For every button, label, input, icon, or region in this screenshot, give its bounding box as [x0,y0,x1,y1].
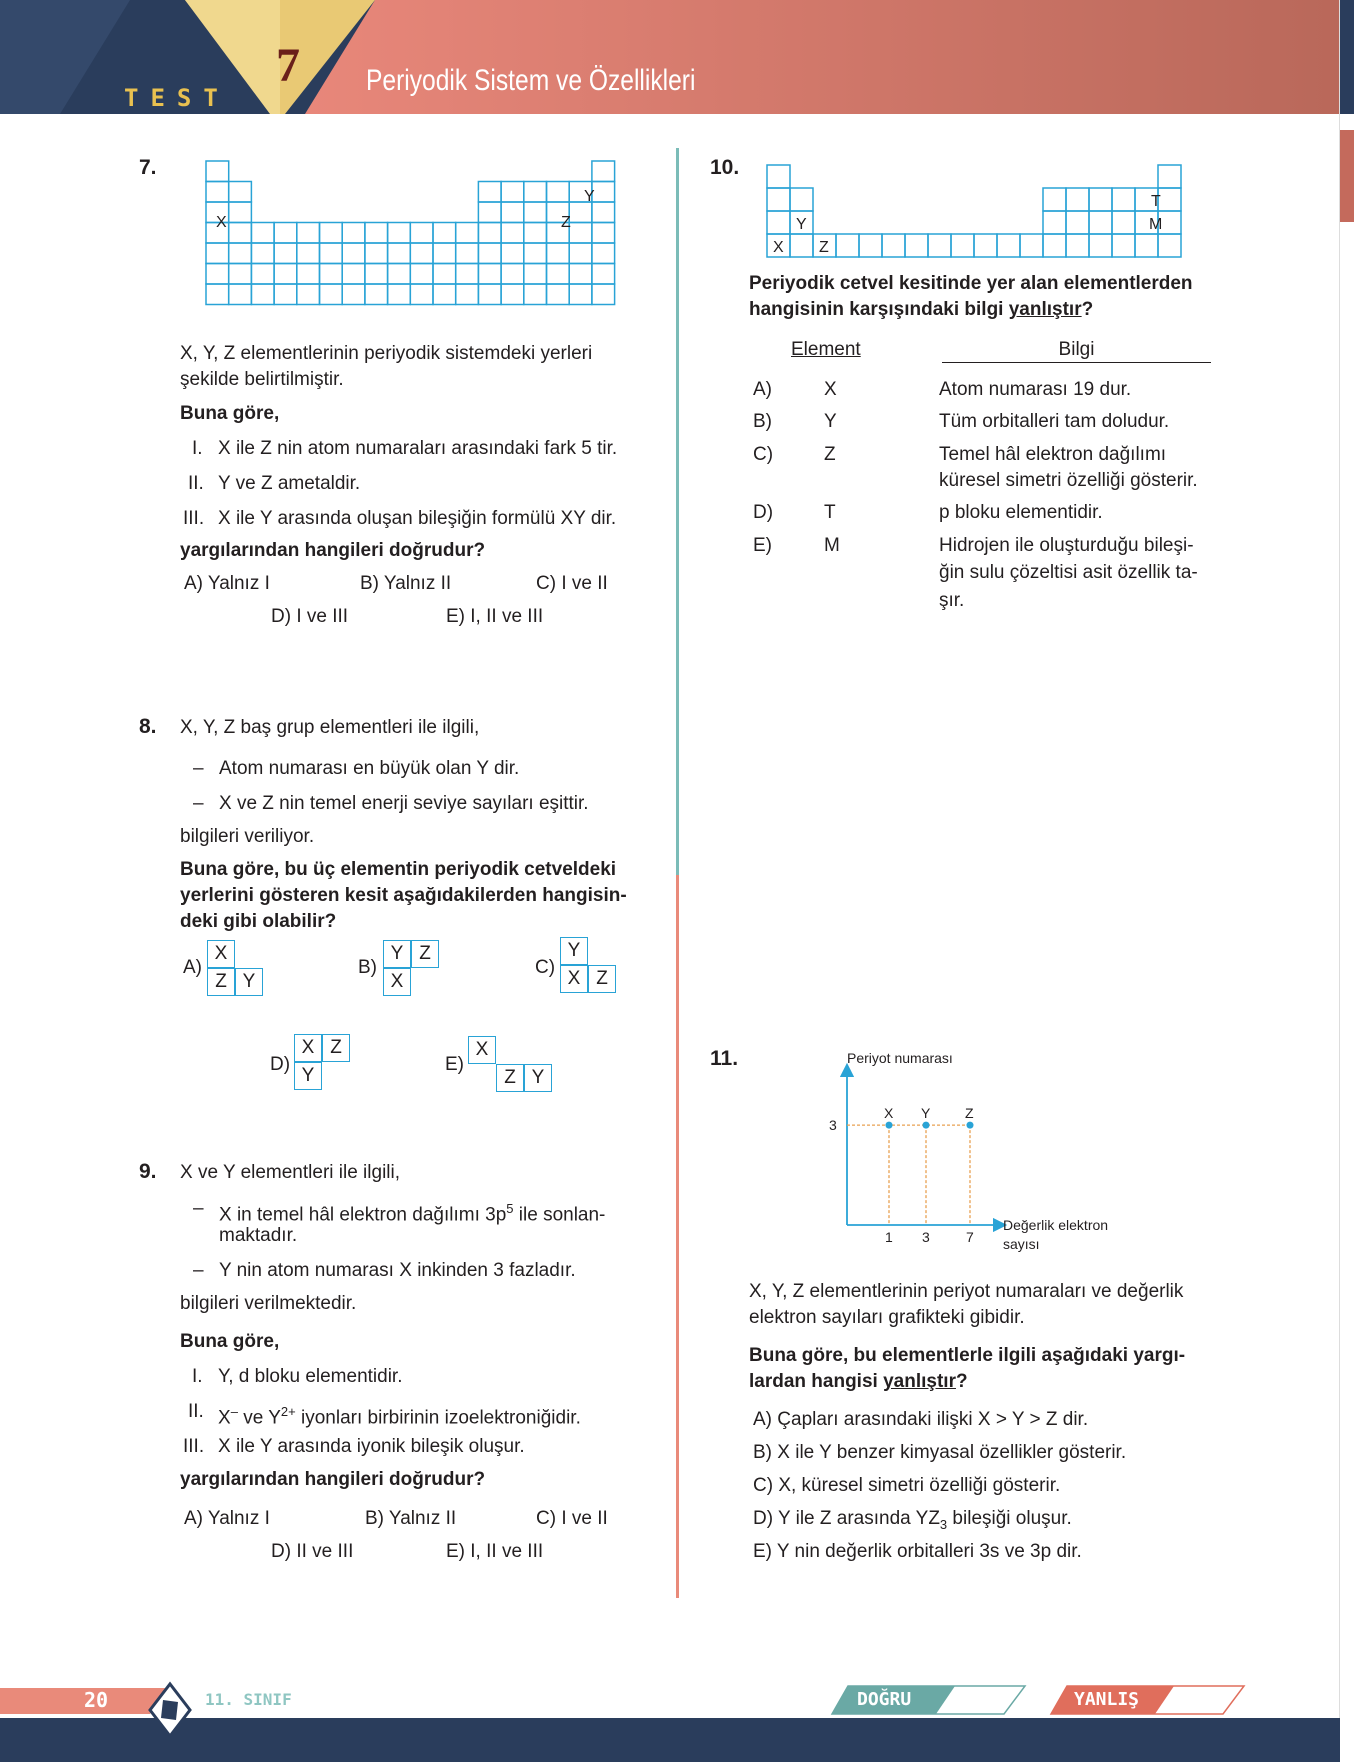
q11-option-c[interactable]: C) X, küresel simetri özelliği gösterir. [753,1475,1061,1496]
q10-row-b-info: Tüm orbitalleri tam doludur. [939,411,1170,432]
q9-stmt-1: Y, d bloku elementidir. [218,1366,403,1387]
q9-dash-1: – [193,1198,204,1219]
q10-row-e-label[interactable]: E) [753,535,772,556]
q10-cell-z: Z [819,239,829,256]
q8-option-a-label[interactable]: A) [183,957,202,978]
y-tick-3: 3 [829,1117,837,1134]
wrong-label: YANLIŞ [1074,1689,1140,1710]
column-divider-top [676,148,679,875]
q10-cell-x: X [773,239,784,256]
q8-option-e-label[interactable]: E) [445,1054,464,1075]
q7-stmt-1: X ile Z nin atom numaraları arasındaki fark 5 tir. [218,438,618,459]
q10-cell-t: T [1151,193,1161,210]
q8-e-cell-1: X [468,1036,496,1064]
x-axis-label-2: sayısı [1003,1236,1040,1252]
q8-prompt-2: yerlerini gösteren kesit aşağıdakilerden hangisin- [180,885,627,906]
question-7-number: 7. [139,156,157,179]
q10-row-a-label[interactable]: A) [753,379,772,400]
q7-cell-x: X [216,214,227,231]
q8-prompt-1: Buna göre, bu üç elementin periyodik cetveldeki [180,859,617,880]
q7-cell-z: Z [561,214,571,231]
question-8-number: 8. [139,715,157,738]
correct-label: DOĞRU [857,1689,912,1710]
q10-row-b-element: Y [824,411,837,432]
point-z [967,1122,974,1129]
q10-row-e-info-1: Hidrojen ile oluşturduğu bileşi- [939,535,1194,556]
q9-option-c[interactable]: C) I ve II [536,1508,608,1529]
question-9-number: 9. [139,1160,157,1183]
q9-intro: X ve Y elementleri ile ilgili, [180,1162,401,1183]
q8-b-cell-3: X [383,968,411,996]
q10-row-b-label[interactable]: B) [753,411,772,432]
point-y [923,1122,930,1129]
q7-text-1: X, Y, Z elementlerinin periyodik sistemdeki yerleri [180,343,593,364]
q9-prompt: Buna göre, [180,1331,280,1352]
footer [0,1680,1354,1762]
q8-a-cell-3: Y [235,968,263,996]
x-axis-label-1: Değerlik elektron [1003,1217,1109,1233]
q7-option-e[interactable]: E) I, II ve III [446,606,544,627]
x-tick-1: 1 [885,1229,893,1245]
x-tick-3: 3 [922,1229,930,1245]
q7-prompt: Buna göre, [180,403,280,424]
y-axis-label: Periyot numarası [847,1050,953,1066]
q11-prompt-1: Buna göre, bu elementlerle ilgili aşağıdaki yargı- [749,1345,1186,1366]
q10-row-c-element: Z [824,444,836,465]
q9-option-a[interactable]: A) Yalnız I [184,1508,270,1529]
q11-option-e[interactable]: E) Y nin değerlik orbitalleri 3s ve 3p dir. [753,1541,1082,1562]
q9-option-d[interactable]: D) II ve III [271,1541,354,1562]
point-label-y: Y [921,1105,931,1122]
q7-option-d[interactable]: D) I ve III [271,606,349,627]
q7-stmt-2-num: II. [188,473,204,494]
q7-stmt-3-num: III. [183,508,205,529]
q10-col-info: Bilgi [942,337,1211,363]
q8-c-cell-3: Z [588,965,616,993]
page-number: 20 [84,1688,109,1712]
q10-row-e-info-3: şır. [939,590,965,611]
page-title: Periyodik Sistem ve Özellikleri [366,64,696,97]
q8-e-cell-2: Z [496,1064,524,1092]
q10-cell-m: M [1149,216,1163,233]
column-divider-bottom [676,875,679,1598]
q8-info-1: Atom numarası en büyük olan Y dir. [219,758,520,779]
q9-stmt-3-num: III. [183,1436,205,1457]
point-x [886,1122,893,1129]
q9-option-e[interactable]: E) I, II ve III [446,1541,544,1562]
point-label-x: X [884,1105,894,1122]
q10-row-d-label[interactable]: D) [753,502,774,523]
q7-stmt-2: Y ve Z ametaldir. [218,473,361,494]
point-label-z: Z [965,1105,974,1122]
q8-prompt-3: deki gibi olabilir? [180,911,337,932]
q8-given: bilgileri veriliyor. [180,826,315,847]
q8-c-cell-2: X [560,965,588,993]
right-margin [1339,0,1354,1762]
q9-given: bilgileri verilmektedir. [180,1293,357,1314]
q8-dash-2: – [193,793,204,814]
q11-chart [820,1048,1150,1258]
q10-prompt-1: Periyodik cetvel kesitinde yer alan elementlerden [749,273,1193,294]
q8-a-cell-2: Z [207,968,235,996]
q10-row-c-label[interactable]: C) [753,444,774,465]
q9-info-2: Y nin atom numarası X inkinden 3 fazladır. [219,1260,576,1281]
q8-c-cell-1: Y [560,937,588,965]
q9-info-1a: X in temel hâl elektron dağılımı $3p^5$ ile sonlan- [219,1201,606,1226]
q8-e-cell-3: Y [524,1064,552,1092]
q9-stmt-3: X ile Y arasında iyonik bileşik oluşur. [218,1436,525,1457]
side-tab [1340,130,1354,222]
q7-cell-y: Y [584,188,595,205]
q10-row-c-info-1: Temel hâl elektron dağılımı [939,444,1167,465]
q9-stmt-2-num: II. [188,1401,204,1422]
q7-option-b[interactable]: B) Yalnız II [360,573,452,594]
q7-periodic-table [205,160,635,330]
x-tick-7: 7 [966,1229,974,1245]
q10-row-e-info-2: ğin sulu çözeltisi asit özellik ta- [939,562,1198,583]
q10-row-c-info-2: küresel simetri özelliği gösterir. [939,470,1198,491]
q8-d-cell-1: X [294,1034,322,1062]
q7-stmt-1-num: I. [192,438,203,459]
q10-row-a-info: Atom numarası 19 dur. [939,379,1132,400]
q10-prompt-2: hangisinin karşışındaki bilgi yanlıştır? [749,299,1094,320]
q10-periodic-table [766,164,1206,264]
grade-label: 11. SINIF [205,1690,292,1709]
q8-d-cell-2: Z [322,1034,350,1062]
q11-option-a[interactable]: A) Çapları arasındaki ilişki X > Y > Z dir. [753,1409,1089,1430]
q10-cell-y: Y [796,216,807,233]
q10-row-d-element: T [824,502,836,523]
q9-option-b[interactable]: B) Yalnız II [365,1508,457,1529]
q11-text-1: X, Y, Z elementlerinin periyot numaraları ve değerlik [749,1281,1184,1302]
q9-stmt-2: X– ve $Y^{2+}$ iyonları birbirinin izoelektroniğidir. [218,1404,581,1429]
test-number: 7 [276,39,300,92]
q8-b-cell-1: Y [383,940,411,968]
q8-b-cell-2: Z [411,940,439,968]
q8-option-b-label[interactable]: B) [358,957,377,978]
q7-option-a[interactable]: A) Yalnız I [184,573,270,594]
q7-option-c[interactable]: C) I ve II [536,573,608,594]
q8-intro: X, Y, Z baş grup elementleri ile ilgili, [180,717,480,738]
q9-stmt-1-num: I. [192,1366,203,1387]
q10-row-e-element: M [824,535,840,556]
q11-prompt-2: lardan hangisi yanlıştır? [749,1371,968,1392]
q9-info-1b: maktadır. [219,1225,298,1246]
question-10-number: 10. [710,156,740,179]
q10-row-a-element: X [824,379,837,400]
q8-info-2: X ve Z nin temel enerji seviye sayıları eşittir. [219,793,589,814]
q8-option-d-label[interactable]: D) [270,1054,291,1075]
q11-option-b[interactable]: B) X ile Y benzer kimyasal özellikler gösterir. [753,1442,1127,1463]
question-11-number: 11. [710,1047,739,1070]
q8-d-cell-3: Y [294,1062,322,1090]
q7-stmt-3: X ile Y arasında oluşan bileşiğin formülü XY dir. [218,508,617,529]
q7-text-2: şekilde belirtilmiştir. [180,369,344,390]
q11-option-d[interactable]: D) Y ile Z arasında $YZ_3$ bileşiği oluşur. [753,1508,1072,1532]
q9-dash-2: – [193,1260,204,1281]
q8-option-c-label[interactable]: C) [535,957,556,978]
q10-col-element: Element [791,339,861,360]
q7-question: yargılarından hangileri doğrudur? [180,540,486,561]
q11-text-2: elektron sayıları grafikteki gibidir. [749,1307,1025,1328]
q8-dash-1: – [193,758,204,779]
q8-a-cell-1: X [207,940,235,968]
q10-row-d-info: p bloku elementidir. [939,502,1103,523]
q9-question: yargılarından hangileri doğrudur? [180,1469,486,1490]
test-label: TEST [124,84,230,112]
